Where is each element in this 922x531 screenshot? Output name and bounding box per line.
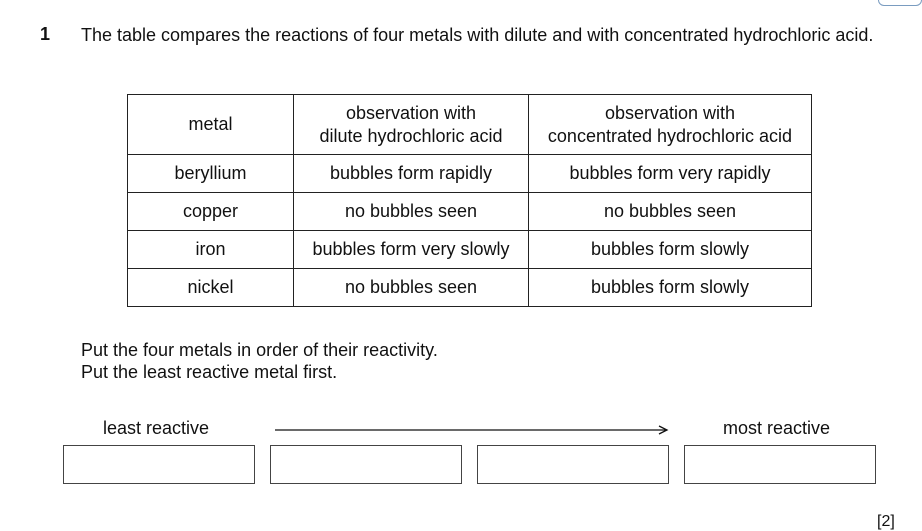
table-row	[128, 193, 812, 231]
answer-box-3[interactable]	[477, 445, 669, 484]
answer-box-2[interactable]	[270, 445, 462, 484]
cell-concentrated: no bubbles seen	[529, 193, 812, 231]
instructions	[81, 339, 438, 383]
table-row	[128, 269, 812, 307]
reactivity-arrow-icon	[275, 421, 671, 439]
cell-concentrated: bubbles form slowly	[529, 231, 812, 269]
question-intro: The table compares the reactions of four metals with dilute and with concentrated hydrochloric acid.	[81, 25, 874, 45]
header-metal	[128, 95, 294, 155]
header-concentrated	[529, 95, 812, 155]
header-dilute-line-2: dilute hydrochloric acid	[319, 125, 503, 146]
table-row	[128, 231, 812, 269]
header-concentrated-line-2: concentrated hydrochloric acid	[547, 125, 793, 146]
table-row	[128, 155, 812, 193]
cell-concentrated: bubbles form slowly	[529, 269, 812, 307]
cell-dilute: no bubbles seen	[294, 269, 529, 307]
answer-box-1[interactable]	[63, 445, 255, 484]
cell-metal: copper	[128, 193, 294, 231]
most-reactive-label: most reactive	[723, 418, 831, 438]
header-dilute	[294, 95, 529, 155]
header-concentrated-line-1: observation with	[604, 102, 736, 123]
cell-dilute: bubbles form rapidly	[294, 155, 529, 193]
least-reactive-label: least reactive	[103, 418, 210, 438]
cell-concentrated: bubbles form very rapidly	[529, 155, 812, 193]
cell-dilute: no bubbles seen	[294, 193, 529, 231]
instruction-line-1: Put the four metals in order of their reactivity.	[81, 340, 438, 360]
instruction-line-2: Put the least reactive metal first.	[81, 362, 338, 382]
header-dilute-line-1: observation with	[345, 102, 477, 123]
table-header-row	[128, 95, 812, 155]
cell-metal: beryllium	[128, 155, 294, 193]
cell-metal: iron	[128, 231, 294, 269]
marks-label: [2]	[877, 513, 895, 530]
header-metal-line-1: metal	[188, 114, 233, 134]
corner-tab	[878, 0, 922, 6]
answer-box-4[interactable]	[684, 445, 876, 484]
cell-metal: nickel	[128, 269, 294, 307]
question-number: 1	[40, 24, 51, 44]
observation-table	[127, 94, 812, 307]
cell-dilute: bubbles form very slowly	[294, 231, 529, 269]
